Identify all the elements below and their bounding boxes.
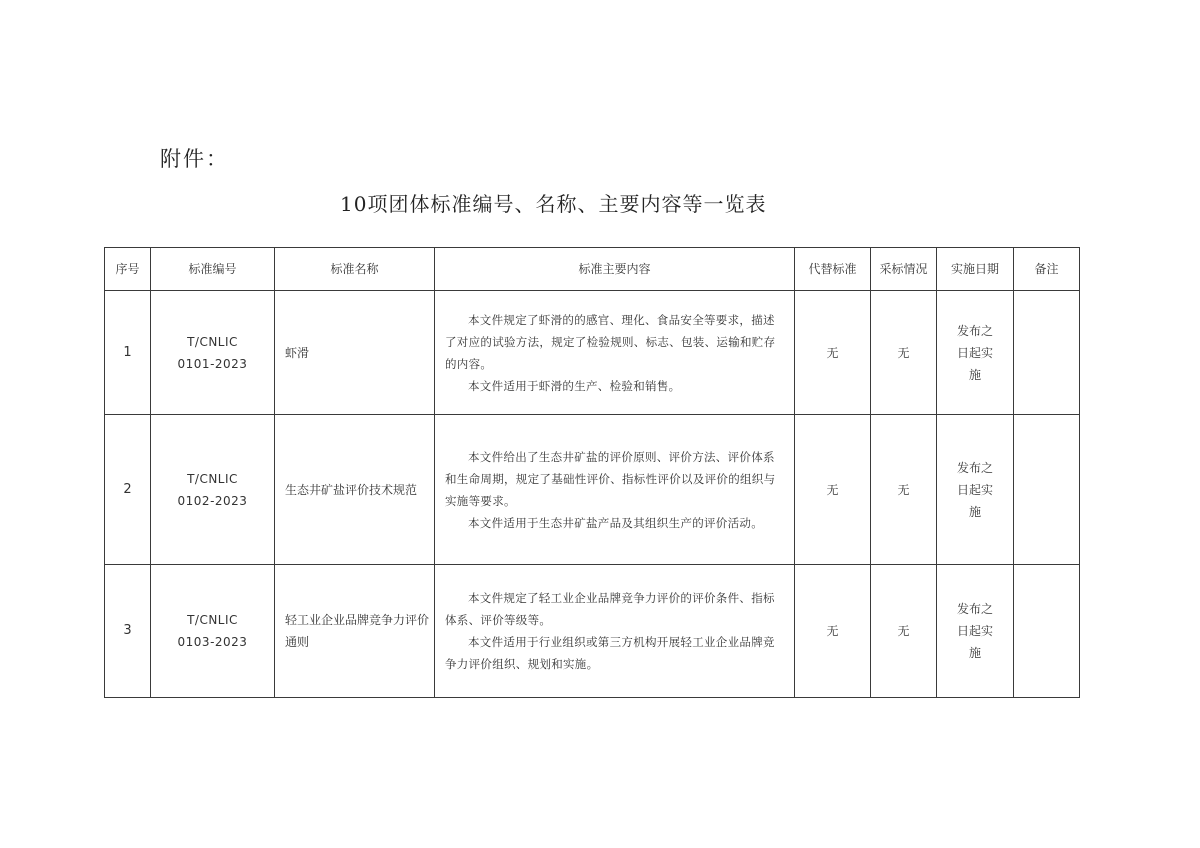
row-impl-line: 日起实 — [956, 482, 993, 497]
standards-table — [104, 247, 1080, 698]
row-code-line: 0101-2023 — [177, 356, 248, 371]
row-content-paragraph: 本文件规定了轻工业企业品牌竞争力评价的评价条件、指标体系、评价等级等。 — [445, 591, 775, 627]
row-name: 生态井矿盐评价技术规范 — [275, 415, 435, 565]
row-impl-line: 施 — [968, 367, 981, 382]
row-content-paragraph: 本文件适用于行业组织或第三方机构开展轻工业企业品牌竞争力评价组织、规划和实施。 — [445, 635, 775, 671]
row-impl-date — [937, 565, 1014, 698]
table-header-row — [105, 248, 1080, 291]
row-seq: 3 — [105, 565, 151, 698]
row-impl-line: 日起实 — [956, 624, 993, 638]
row-impl-line: 发布之 — [956, 460, 993, 475]
header-seq: 序号 — [105, 248, 151, 291]
table-row — [105, 415, 1080, 565]
row-replace: 无 — [795, 565, 871, 698]
row-impl-date — [937, 291, 1014, 415]
header-adopt: 采标情况 — [871, 248, 937, 291]
row-remark — [1014, 291, 1080, 415]
row-content-paragraph: 本文件给出了生态井矿盐的评价原则、评价方法、评价体系和生命周期，规定了基础性评价、指标性评价以及评价的组织与实施等要求。 — [445, 449, 776, 508]
row-replace: 无 — [795, 415, 871, 565]
document-title: 10项团体标准编号、名称、主要内容等一览表 — [340, 192, 767, 216]
attachment-label: 附件： — [160, 147, 229, 171]
row-adopt: 无 — [871, 565, 937, 698]
row-impl-line: 施 — [968, 646, 981, 660]
row-code — [151, 565, 275, 698]
row-code — [151, 415, 275, 565]
row-content-paragraph: 本文件适用于虾滑的生产、检验和销售。 — [468, 378, 681, 393]
row-adopt: 无 — [871, 291, 937, 415]
header-code: 标准编号 — [151, 248, 275, 291]
header-impl-date: 实施日期 — [937, 248, 1014, 291]
row-content-paragraph: 本文件适用于生态井矿盐产品及其组织生产的评价活动。 — [468, 515, 763, 530]
row-replace: 无 — [795, 291, 871, 415]
table-row — [105, 291, 1080, 415]
header-name: 标准名称 — [275, 248, 435, 291]
row-impl-line: 发布之 — [956, 323, 993, 338]
header-replace: 代替标准 — [795, 248, 871, 291]
row-impl-line: 日起实 — [956, 345, 993, 360]
row-code-line: T/CNLIC — [187, 613, 238, 627]
row-impl-line: 发布之 — [956, 602, 993, 616]
row-impl-line: 施 — [968, 504, 981, 519]
row-name: 虾滑 — [275, 291, 435, 415]
header-content: 标准主要内容 — [435, 248, 795, 291]
row-remark — [1014, 415, 1080, 565]
row-code-line: T/CNLIC — [187, 334, 238, 349]
row-code — [151, 291, 275, 415]
row-content — [435, 291, 795, 415]
row-seq: 2 — [105, 415, 151, 565]
row-remark — [1014, 565, 1080, 698]
table-row — [105, 565, 1080, 698]
row-code-line: 0102-2023 — [177, 493, 248, 508]
row-content — [435, 565, 795, 698]
row-adopt: 无 — [871, 415, 937, 565]
row-content — [435, 415, 795, 565]
row-code-line: 0103-2023 — [177, 635, 248, 649]
header-remark: 备注 — [1014, 248, 1080, 291]
row-content-paragraph: 本文件规定了虾滑的的感官、理化、食品安全等要求，描述了对应的试验方法，规定了检验规则、标志、包装、运输和贮存的内容。 — [445, 312, 776, 371]
row-seq: 1 — [105, 291, 151, 415]
row-impl-date — [937, 415, 1014, 565]
row-code-line: T/CNLIC — [187, 471, 238, 486]
row-name: 轻工业企业品牌竞争力评价通则 — [275, 565, 435, 698]
